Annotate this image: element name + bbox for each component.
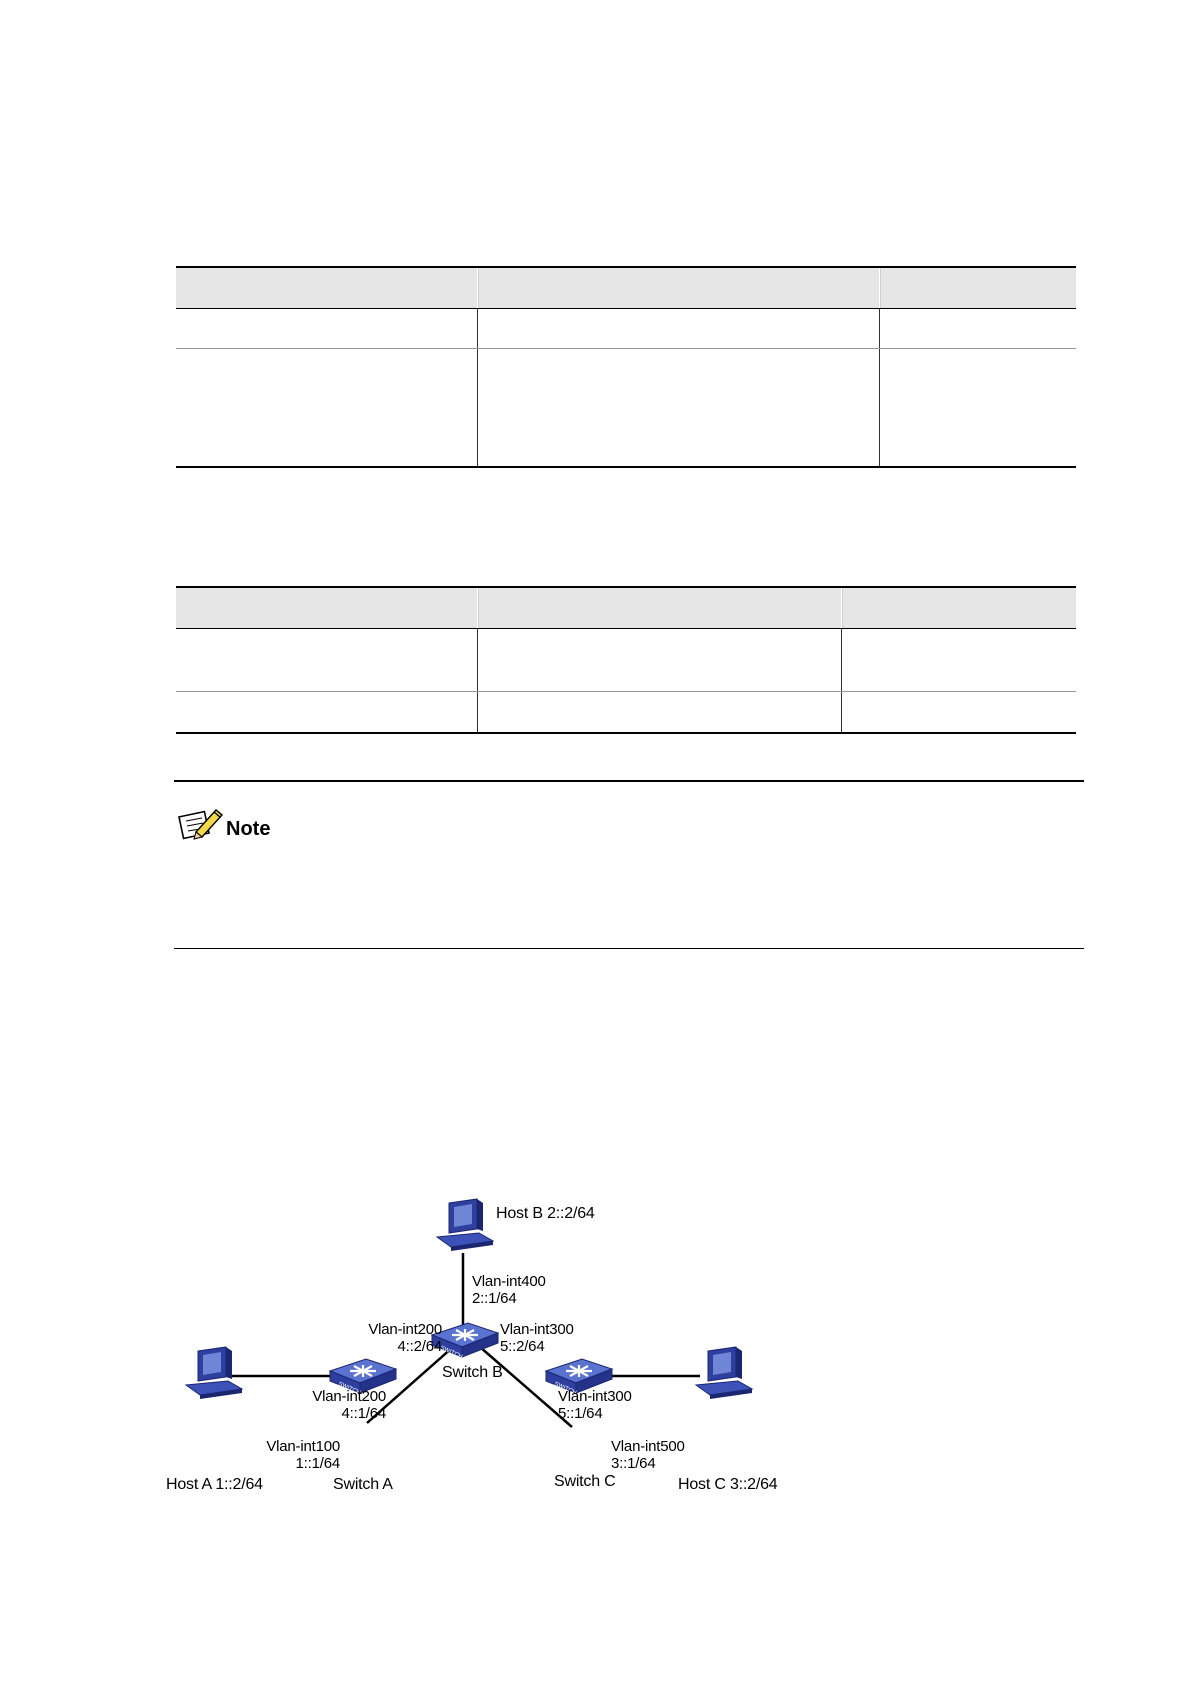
table2-header-cell-3	[841, 587, 1076, 629]
switch-a-vlan100-label: Vlan-int100 1::1/64	[266, 1438, 340, 1472]
host-a-label: Host A 1::2/64	[166, 1476, 263, 1493]
table1-cell	[477, 309, 879, 349]
table2-cell	[477, 629, 841, 692]
switch-b-label: Switch B	[442, 1364, 503, 1381]
table2-header-cell-1	[176, 587, 477, 629]
host-a-computer-icon	[186, 1347, 242, 1399]
table1-header-cell-2	[477, 267, 879, 309]
host-c-computer-icon	[696, 1347, 752, 1399]
table2-header-cell-2	[477, 587, 841, 629]
host-b-label: Host B 2::2/64	[496, 1205, 595, 1222]
table1-cell	[879, 309, 1076, 349]
switch-a-vlan200-label: Vlan-int200 4::1/64	[312, 1388, 386, 1422]
switch-b-vlan400-label: Vlan-int400 2::1/64	[472, 1273, 546, 1307]
host-b-computer-icon	[437, 1199, 493, 1251]
switch-c-label: Switch C	[554, 1473, 616, 1490]
note-pencil-icon	[178, 804, 224, 844]
table1-header-cell-1	[176, 267, 477, 309]
switch-b-vlan200-label: Vlan-int200 4::2/64	[368, 1321, 442, 1355]
table2-cell	[841, 629, 1076, 692]
table1-cell	[879, 349, 1076, 468]
table1-cell	[477, 349, 879, 468]
table2-cell	[176, 629, 477, 692]
command-table-2	[176, 586, 1076, 734]
switch-c-vlan500-label: Vlan-int500 3::1/64	[611, 1438, 685, 1472]
network-diagram	[166, 1195, 850, 1535]
switch-a-label: Switch A	[333, 1476, 393, 1493]
table2-cell	[477, 692, 841, 734]
command-table-1	[176, 266, 1076, 468]
table1-header-cell-3	[879, 267, 1076, 309]
table2-cell	[841, 692, 1076, 734]
table1-cell	[176, 309, 477, 349]
host-c-label: Host C 3::2/64	[678, 1476, 778, 1493]
switch-c-vlan300-label: Vlan-int300 5::1/64	[558, 1388, 632, 1422]
table2-cell	[176, 692, 477, 734]
note-label: Note	[226, 818, 271, 840]
table1-cell	[176, 349, 477, 468]
diagram-canvas: SWITCH	[170, 1195, 850, 1535]
note-box	[174, 780, 1084, 949]
switch-b-vlan300-label: Vlan-int300 5::2/64	[500, 1321, 574, 1355]
